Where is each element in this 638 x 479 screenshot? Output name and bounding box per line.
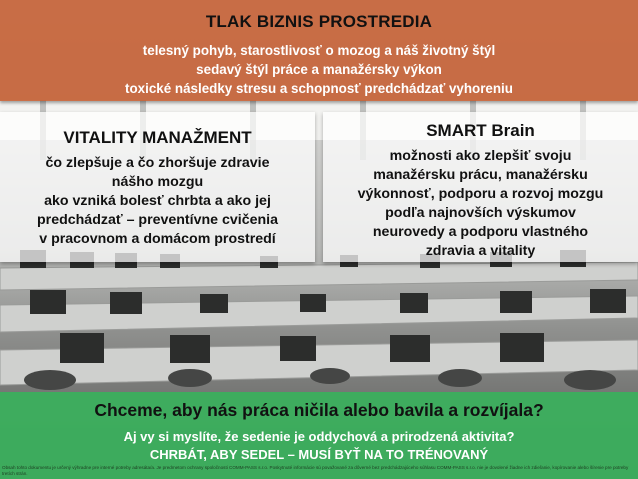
top-banner-line-1: telesný pohyb, starostlivosť o mozog a náš životný štýl <box>142 43 496 58</box>
bottom-banner-line-2: Aj vy si myslíte, že sedenie je oddychová a prirodzená aktivita? <box>123 429 515 444</box>
smart-brain-panel-title: SMART Brain <box>426 121 535 140</box>
bottom-banner-line-3: CHRBÁT, ABY SEDEL – MUSÍ BYŤ NA TO TRÉNOVANÝ <box>149 447 489 462</box>
vitality-panel-line: čo zlepšuje a čo zhoršuje zdravie <box>45 155 270 171</box>
top-banner <box>0 0 638 101</box>
smart-brain-panel-line: podľa najnovších výskumov <box>385 205 576 221</box>
smart-brain-panel-line: možnosti ako zlepšiť svoju <box>389 148 572 164</box>
top-banner-line-3: toxické následky stresu a schopnosť predchádzať vyhoreniu <box>125 81 513 96</box>
vitality-panel-line: predchádzať – preventívne cvičenia <box>37 212 278 228</box>
confidentiality-footnote: Obsah tohto dokumentu je určený výhradne pre interné potreby adresáta/a. Je predmetom ochrany spoločnosti COMM-PASS s.r.o. Poskytnuté informácie sú považované za dôverné bez predchádzajúceho súhlasu COMM-PASS s.r.o. nie je dovolené žiadne ich zdieľanie, kopírovanie alebo šírenie pre potreby tretích strán. <box>2 465 629 476</box>
bottom-banner-question: Chceme, aby nás práca ničila alebo bavila a rozvíjala? <box>94 400 544 420</box>
top-banner-line-2: sedavý štýl práce a manažérsky výkon <box>196 62 442 77</box>
smart-brain-panel-line: výkonnosť, podporu a rozvoj mozgu <box>357 186 604 202</box>
smart-brain-panel-line: manažérsku prácu, manažérsku <box>373 167 588 183</box>
vitality-management-panel <box>0 112 315 262</box>
smart-brain-panel-line: neurovedy a podporu vlastného <box>372 224 589 240</box>
smart-brain-panel <box>323 112 638 262</box>
vitality-panel-title: VITALITY MANAŽMENT <box>63 128 252 147</box>
vitality-panel-line: v pracovnom a domácom prostredí <box>39 231 276 247</box>
smart-brain-panel-line: zdravia a vitality <box>425 243 536 259</box>
vitality-panel-line: ako vzniká bolesť chrbta a ako jej <box>44 193 271 209</box>
vitality-panel-line: nášho mozgu <box>111 174 204 190</box>
top-banner-title: TLAK BIZNIS PROSTREDIA <box>205 12 433 31</box>
